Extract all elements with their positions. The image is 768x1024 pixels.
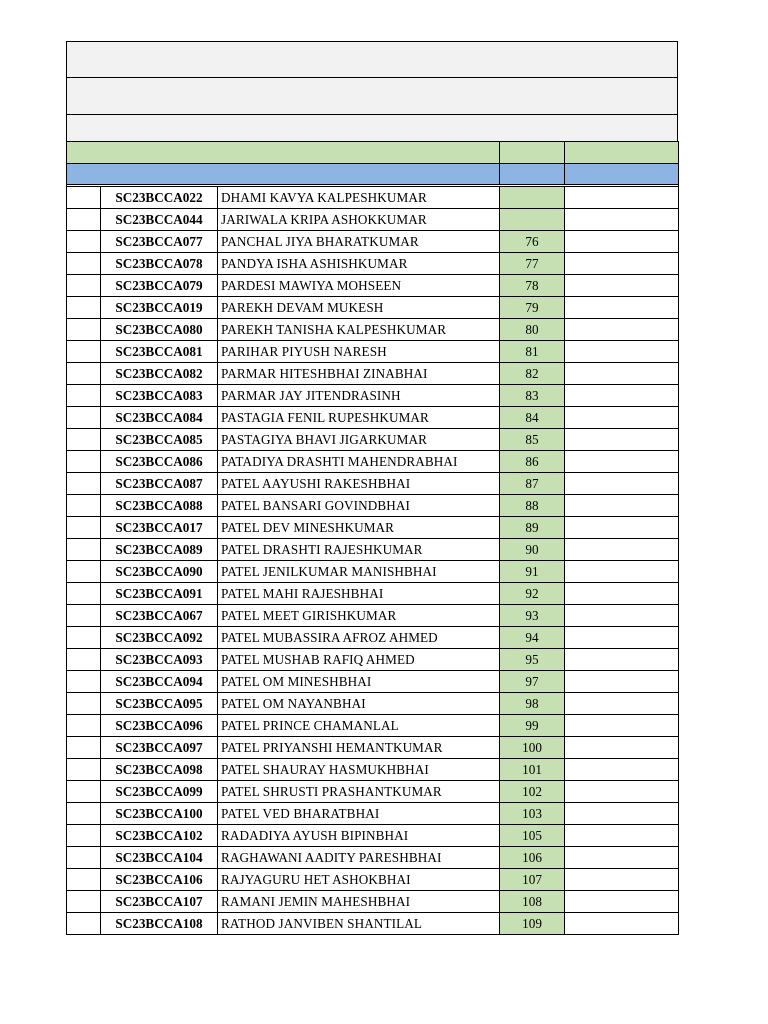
roll-number-cell[interactable]: 77 xyxy=(500,253,565,275)
student-name-cell[interactable]: PATEL BANSARI GOVINDBHAI xyxy=(218,495,500,517)
student-name-cell[interactable]: PARIHAR PIYUSH NARESH xyxy=(218,341,500,363)
enrollment-cell[interactable]: SC23BCCA093 xyxy=(101,649,218,671)
roll-number-cell[interactable]: 108 xyxy=(500,891,565,913)
student-name-cell[interactable]: PANDYA ISHA ASHISHKUMAR xyxy=(218,253,500,275)
roll-number-cell[interactable]: 92 xyxy=(500,583,565,605)
roll-number-cell[interactable]: 76 xyxy=(500,231,565,253)
row-index-cell[interactable] xyxy=(67,803,101,825)
roll-number-cell[interactable]: 83 xyxy=(500,385,565,407)
enrollment-cell[interactable]: SC23BCCA089 xyxy=(101,539,218,561)
roll-number-cell[interactable]: 93 xyxy=(500,605,565,627)
student-name-cell[interactable]: PAREKH DEVAM MUKESH xyxy=(218,297,500,319)
roll-number-cell[interactable]: 94 xyxy=(500,627,565,649)
remarks-cell[interactable] xyxy=(565,649,679,671)
row-index-cell[interactable] xyxy=(67,913,101,935)
header-cell[interactable] xyxy=(565,142,679,164)
remarks-cell[interactable] xyxy=(565,803,679,825)
table-row xyxy=(67,187,679,209)
remarks-cell[interactable] xyxy=(565,847,679,869)
roll-number-cell[interactable] xyxy=(500,187,565,209)
row-index-cell[interactable] xyxy=(67,275,101,297)
enrollment-cell[interactable]: SC23BCCA096 xyxy=(101,715,218,737)
remarks-cell[interactable] xyxy=(565,275,679,297)
spreadsheet xyxy=(66,41,678,935)
remarks-cell[interactable] xyxy=(565,319,679,341)
enrollment-cell[interactable]: SC23BCCA077 xyxy=(101,231,218,253)
table-row xyxy=(67,825,679,847)
roll-number-cell[interactable]: 88 xyxy=(500,495,565,517)
enrollment-cell[interactable]: SC23BCCA019 xyxy=(101,297,218,319)
student-name-cell[interactable]: PASTAGIA FENIL RUPESHKUMAR xyxy=(218,407,500,429)
student-name-cell[interactable]: PATEL VED BHARATBHAI xyxy=(218,803,500,825)
remarks-cell[interactable] xyxy=(565,737,679,759)
roll-number-cell[interactable]: 97 xyxy=(500,671,565,693)
remarks-cell[interactable] xyxy=(565,517,679,539)
roll-number-cell[interactable]: 82 xyxy=(500,363,565,385)
enrollment-cell[interactable]: SC23BCCA085 xyxy=(101,429,218,451)
row-index-cell[interactable] xyxy=(67,825,101,847)
row-index-cell[interactable] xyxy=(67,385,101,407)
roll-number-cell[interactable]: 89 xyxy=(500,517,565,539)
remarks-cell[interactable] xyxy=(565,429,679,451)
row-index-cell[interactable] xyxy=(67,473,101,495)
table-row xyxy=(67,473,679,495)
enrollment-cell[interactable]: SC23BCCA067 xyxy=(101,605,218,627)
table-row xyxy=(67,231,679,253)
table-row xyxy=(67,209,679,231)
row-index-cell[interactable] xyxy=(67,649,101,671)
row-index-cell[interactable] xyxy=(67,561,101,583)
enrollment-cell[interactable]: SC23BCCA044 xyxy=(101,209,218,231)
roll-number-cell[interactable]: 84 xyxy=(500,407,565,429)
row-index-cell[interactable] xyxy=(67,627,101,649)
remarks-cell[interactable] xyxy=(565,451,679,473)
enrollment-cell[interactable]: SC23BCCA088 xyxy=(101,495,218,517)
row-index-cell[interactable] xyxy=(67,781,101,803)
enrollment-cell[interactable]: SC23BCCA083 xyxy=(101,385,218,407)
table-row xyxy=(67,253,679,275)
student-name-cell[interactable]: PATEL MEET GIRISHKUMAR xyxy=(218,605,500,627)
remarks-cell[interactable] xyxy=(565,913,679,935)
enrollment-cell[interactable]: SC23BCCA102 xyxy=(101,825,218,847)
table-row xyxy=(67,583,679,605)
subheader-cell[interactable] xyxy=(500,164,565,185)
student-name-cell[interactable]: PATEL JENILKUMAR MANISHBHAI xyxy=(218,561,500,583)
enrollment-cell[interactable]: SC23BCCA100 xyxy=(101,803,218,825)
header-cell[interactable] xyxy=(67,142,500,164)
roll-number-cell[interactable]: 81 xyxy=(500,341,565,363)
remarks-cell[interactable] xyxy=(565,627,679,649)
student-name-cell[interactable]: JARIWALA KRIPA ASHOKKUMAR xyxy=(218,209,500,231)
roll-number-cell[interactable]: 106 xyxy=(500,847,565,869)
row-index-cell[interactable] xyxy=(67,671,101,693)
remarks-cell[interactable] xyxy=(565,209,679,231)
row-index-cell[interactable] xyxy=(67,341,101,363)
row-index-cell[interactable] xyxy=(67,297,101,319)
roll-number-cell[interactable] xyxy=(500,209,565,231)
table-row xyxy=(67,429,679,451)
subheader-cell[interactable] xyxy=(67,164,500,185)
student-name-cell[interactable]: PATEL PRINCE CHAMANLAL xyxy=(218,715,500,737)
row-index-cell[interactable] xyxy=(67,231,101,253)
remarks-cell[interactable] xyxy=(565,407,679,429)
table-row xyxy=(67,737,679,759)
remarks-cell[interactable] xyxy=(565,187,679,209)
table-row xyxy=(67,407,679,429)
table-row xyxy=(67,891,679,913)
student-name-cell[interactable]: PAREKH TANISHA KALPESHKUMAR xyxy=(218,319,500,341)
row-index-cell[interactable] xyxy=(67,737,101,759)
enrollment-cell[interactable]: SC23BCCA017 xyxy=(101,517,218,539)
student-name-cell[interactable]: PANCHAL JIYA BHARATKUMAR xyxy=(218,231,500,253)
table-row xyxy=(67,671,679,693)
roll-number-cell[interactable]: 100 xyxy=(500,737,565,759)
title-row-3[interactable] xyxy=(66,114,678,141)
enrollment-cell[interactable]: SC23BCCA080 xyxy=(101,319,218,341)
table-row xyxy=(67,781,679,803)
remarks-cell[interactable] xyxy=(565,825,679,847)
enrollment-cell[interactable]: SC23BCCA104 xyxy=(101,847,218,869)
header-row-green xyxy=(67,142,679,164)
row-index-cell[interactable] xyxy=(67,319,101,341)
row-index-cell[interactable] xyxy=(67,253,101,275)
table-row xyxy=(67,869,679,891)
enrollment-cell[interactable]: SC23BCCA081 xyxy=(101,341,218,363)
table-row xyxy=(67,759,679,781)
student-name-cell[interactable]: PARMAR JAY JITENDRASINH xyxy=(218,385,500,407)
remarks-cell[interactable] xyxy=(565,891,679,913)
remarks-cell[interactable] xyxy=(565,605,679,627)
enrollment-cell[interactable]: SC23BCCA086 xyxy=(101,451,218,473)
student-name-cell[interactable]: DHAMI KAVYA KALPESHKUMAR xyxy=(218,187,500,209)
table-row xyxy=(67,627,679,649)
remarks-cell[interactable] xyxy=(565,869,679,891)
title-row-1[interactable] xyxy=(66,41,678,77)
remarks-cell[interactable] xyxy=(565,231,679,253)
enrollment-cell[interactable]: SC23BCCA094 xyxy=(101,671,218,693)
table-row xyxy=(67,341,679,363)
table-row xyxy=(67,297,679,319)
student-name-cell[interactable]: PATEL AAYUSHI RAKESHBHAI xyxy=(218,473,500,495)
row-index-cell[interactable] xyxy=(67,891,101,913)
table-row xyxy=(67,847,679,869)
table-row xyxy=(67,605,679,627)
student-name-cell[interactable]: PATEL PRIYANSHI HEMANTKUMAR xyxy=(218,737,500,759)
remarks-cell[interactable] xyxy=(565,561,679,583)
enrollment-cell[interactable]: SC23BCCA092 xyxy=(101,627,218,649)
row-index-cell[interactable] xyxy=(67,583,101,605)
student-name-cell[interactable]: PATEL SHRUSTI PRASHANTKUMAR xyxy=(218,781,500,803)
table-row xyxy=(67,363,679,385)
table-row xyxy=(67,649,679,671)
enrollment-cell[interactable]: SC23BCCA095 xyxy=(101,693,218,715)
table-row xyxy=(67,803,679,825)
enrollment-cell[interactable]: SC23BCCA079 xyxy=(101,275,218,297)
table-row xyxy=(67,275,679,297)
roll-number-cell[interactable]: 78 xyxy=(500,275,565,297)
student-name-cell[interactable]: PATEL DRASHTI RAJESHKUMAR xyxy=(218,539,500,561)
student-name-cell[interactable]: RADADIYA AYUSH BIPINBHAI xyxy=(218,825,500,847)
remarks-cell[interactable] xyxy=(565,715,679,737)
roll-number-cell[interactable]: 102 xyxy=(500,781,565,803)
table-row xyxy=(67,693,679,715)
table-row xyxy=(67,913,679,935)
row-index-cell[interactable] xyxy=(67,869,101,891)
subheader-cell[interactable] xyxy=(565,164,679,185)
roll-number-cell[interactable]: 80 xyxy=(500,319,565,341)
row-index-cell[interactable] xyxy=(67,495,101,517)
student-name-cell[interactable]: PATEL OM NAYANBHAI xyxy=(218,693,500,715)
table-row xyxy=(67,517,679,539)
student-name-cell[interactable]: RAGHAWANI AADITY PARESHBHAI xyxy=(218,847,500,869)
row-index-cell[interactable] xyxy=(67,759,101,781)
student-name-cell[interactable]: PATEL OM MINESHBHAI xyxy=(218,671,500,693)
roll-number-cell[interactable]: 86 xyxy=(500,451,565,473)
roll-number-cell[interactable]: 109 xyxy=(500,913,565,935)
remarks-cell[interactable] xyxy=(565,583,679,605)
student-name-cell[interactable]: PASTAGIYA BHAVI JIGARKUMAR xyxy=(218,429,500,451)
row-index-cell[interactable] xyxy=(67,605,101,627)
header-row-blue xyxy=(67,164,679,185)
student-name-cell[interactable]: RAMANI JEMIN MAHESHBHAI xyxy=(218,891,500,913)
remarks-cell[interactable] xyxy=(565,473,679,495)
table-row xyxy=(67,715,679,737)
enrollment-cell[interactable]: SC23BCCA022 xyxy=(101,187,218,209)
enrollment-cell[interactable]: SC23BCCA091 xyxy=(101,583,218,605)
student-name-cell[interactable]: PARDESI MAWIYA MOHSEEN xyxy=(218,275,500,297)
row-index-cell[interactable] xyxy=(67,429,101,451)
enrollment-cell[interactable]: SC23BCCA082 xyxy=(101,363,218,385)
remarks-cell[interactable] xyxy=(565,363,679,385)
remarks-cell[interactable] xyxy=(565,759,679,781)
enrollment-cell[interactable]: SC23BCCA090 xyxy=(101,561,218,583)
roll-number-cell[interactable]: 90 xyxy=(500,539,565,561)
student-name-cell[interactable]: RATHOD JANVIBEN SHANTILAL xyxy=(218,913,500,935)
remarks-cell[interactable] xyxy=(565,253,679,275)
enrollment-cell[interactable]: SC23BCCA098 xyxy=(101,759,218,781)
remarks-cell[interactable] xyxy=(565,781,679,803)
student-name-cell[interactable]: PATADIYA DRASHTI MAHENDRABHAI xyxy=(218,451,500,473)
enrollment-cell[interactable]: SC23BCCA087 xyxy=(101,473,218,495)
title-row-2[interactable] xyxy=(66,77,678,114)
table-row xyxy=(67,495,679,517)
row-index-cell[interactable] xyxy=(67,187,101,209)
student-name-cell[interactable]: PARMAR HITESHBHAI ZINABHAI xyxy=(218,363,500,385)
enrollment-cell[interactable]: SC23BCCA097 xyxy=(101,737,218,759)
remarks-cell[interactable] xyxy=(565,671,679,693)
roll-number-cell[interactable]: 105 xyxy=(500,825,565,847)
roll-number-cell[interactable]: 85 xyxy=(500,429,565,451)
row-index-cell[interactable] xyxy=(67,715,101,737)
remarks-cell[interactable] xyxy=(565,297,679,319)
row-index-cell[interactable] xyxy=(67,209,101,231)
table-row xyxy=(67,319,679,341)
student-name-cell[interactable]: PATEL SHAURAY HASMUKHBHAI xyxy=(218,759,500,781)
row-index-cell[interactable] xyxy=(67,847,101,869)
row-index-cell[interactable] xyxy=(67,517,101,539)
roll-number-cell[interactable]: 95 xyxy=(500,649,565,671)
student-name-cell[interactable]: PATEL MUBASSIRA AFROZ AHMED xyxy=(218,627,500,649)
enrollment-cell[interactable]: SC23BCCA108 xyxy=(101,913,218,935)
enrollment-cell[interactable]: SC23BCCA084 xyxy=(101,407,218,429)
student-name-cell[interactable]: PATEL MAHI RAJESHBHAI xyxy=(218,583,500,605)
student-table xyxy=(66,141,679,935)
enrollment-cell[interactable]: SC23BCCA106 xyxy=(101,869,218,891)
student-name-cell[interactable]: PATEL MUSHAB RAFIQ AHMED xyxy=(218,649,500,671)
roll-number-cell[interactable]: 91 xyxy=(500,561,565,583)
roll-number-cell[interactable]: 79 xyxy=(500,297,565,319)
remarks-cell[interactable] xyxy=(565,539,679,561)
roll-number-cell[interactable]: 101 xyxy=(500,759,565,781)
student-name-cell[interactable]: PATEL DEV MINESHKUMAR xyxy=(218,517,500,539)
remarks-cell[interactable] xyxy=(565,385,679,407)
table-row xyxy=(67,561,679,583)
row-index-cell[interactable] xyxy=(67,363,101,385)
enrollment-cell[interactable]: SC23BCCA078 xyxy=(101,253,218,275)
roll-number-cell[interactable]: 99 xyxy=(500,715,565,737)
table-row xyxy=(67,385,679,407)
student-name-cell[interactable]: RAJYAGURU HET ASHOKBHAI xyxy=(218,869,500,891)
remarks-cell[interactable] xyxy=(565,495,679,517)
roll-number-cell[interactable]: 107 xyxy=(500,869,565,891)
remarks-cell[interactable] xyxy=(565,341,679,363)
row-index-cell[interactable] xyxy=(67,539,101,561)
roll-number-cell[interactable]: 87 xyxy=(500,473,565,495)
roll-number-cell[interactable]: 103 xyxy=(500,803,565,825)
table-row xyxy=(67,451,679,473)
table-row xyxy=(67,539,679,561)
roll-number-cell[interactable]: 98 xyxy=(500,693,565,715)
enrollment-cell[interactable]: SC23BCCA099 xyxy=(101,781,218,803)
row-index-cell[interactable] xyxy=(67,451,101,473)
remarks-cell[interactable] xyxy=(565,693,679,715)
enrollment-cell[interactable]: SC23BCCA107 xyxy=(101,891,218,913)
row-index-cell[interactable] xyxy=(67,693,101,715)
header-cell[interactable] xyxy=(500,142,565,164)
row-index-cell[interactable] xyxy=(67,407,101,429)
